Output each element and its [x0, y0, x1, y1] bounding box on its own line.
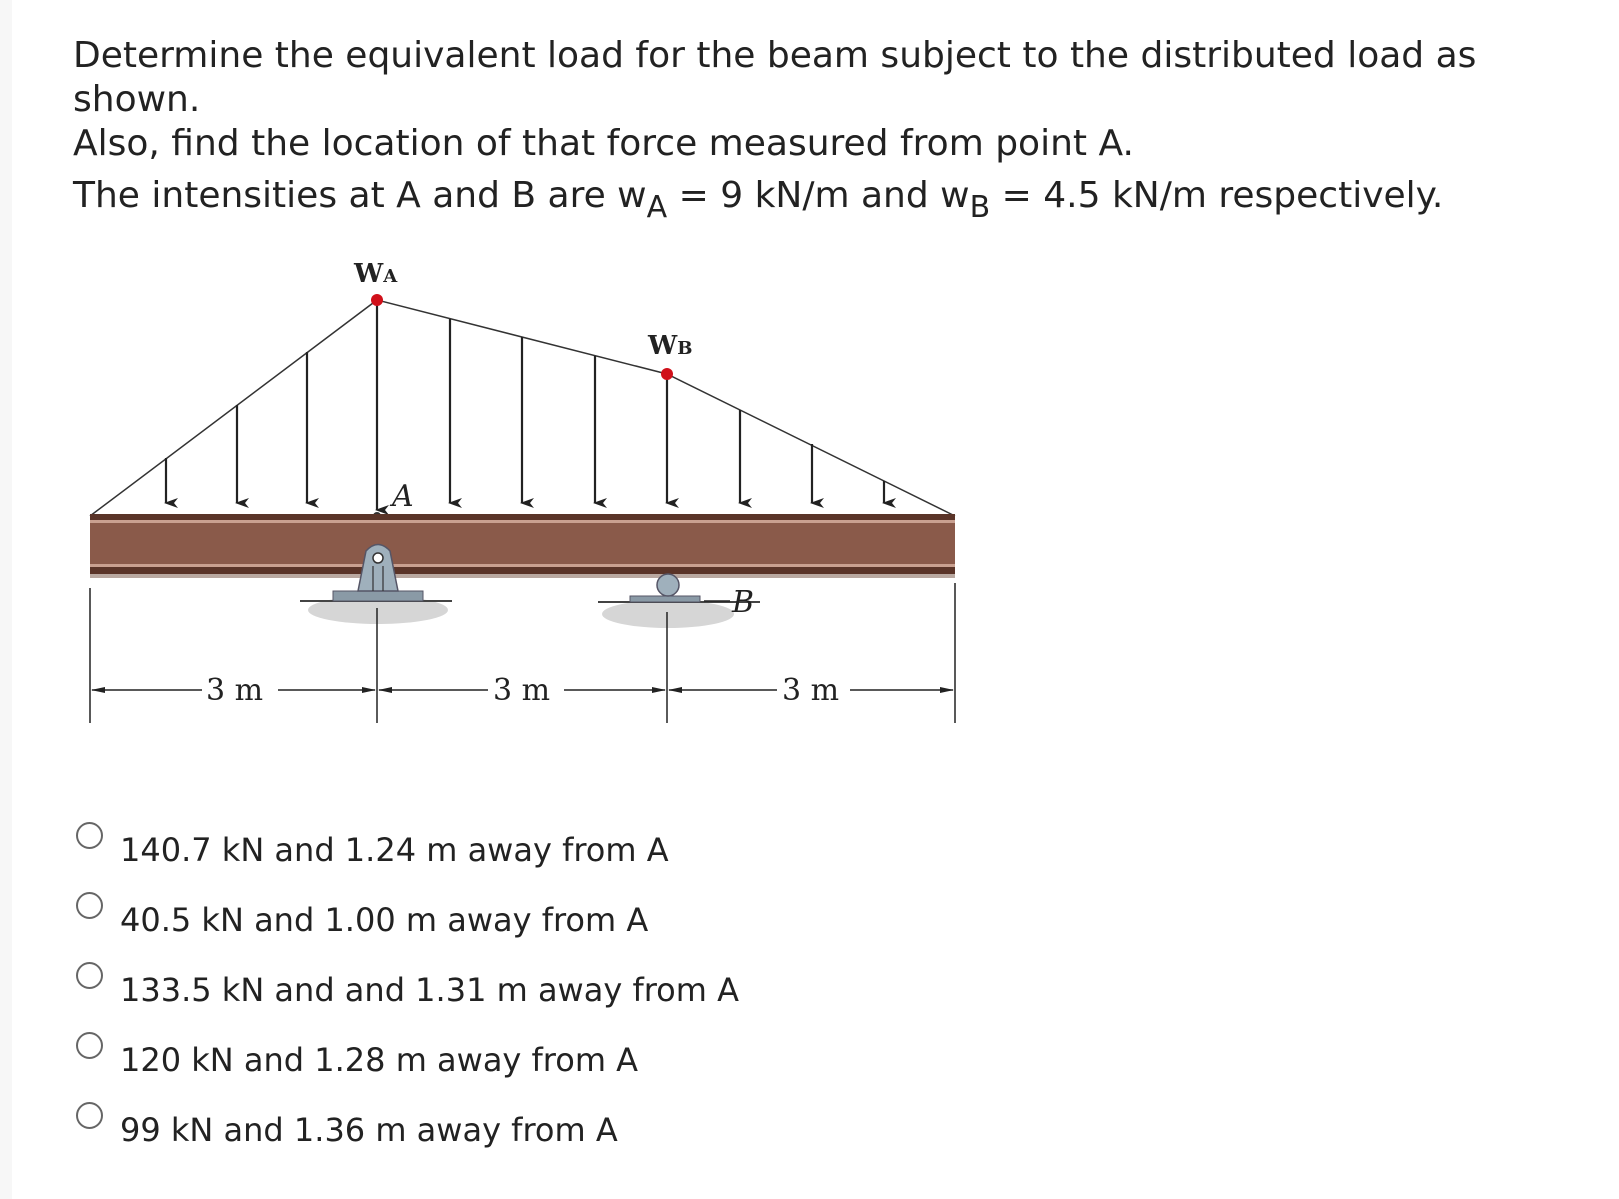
label-wb: WB — [648, 331, 693, 361]
beam-diagram — [80, 248, 1000, 768]
answer-option-label: 140.7 kN and 1.24 m away from A — [120, 831, 669, 869]
page-left-margin — [0, 0, 12, 1199]
label-wa: WA — [354, 259, 398, 289]
answer-option-label: 133.5 kN and and 1.31 m away from A — [120, 971, 739, 1009]
question-line-1: Determine the equivalent load for the beam subject to the distributed load as shown. — [73, 35, 1477, 120]
dimension-label-3: 3 m — [782, 673, 840, 708]
radio-button[interactable] — [76, 962, 103, 989]
radio-button[interactable] — [76, 1102, 103, 1129]
radio-button[interactable] — [76, 1032, 103, 1059]
answer-option[interactable] — [76, 1100, 739, 1170]
answer-option[interactable] — [76, 820, 739, 890]
answer-option[interactable] — [76, 1030, 739, 1100]
dimension-label-1: 3 m — [206, 673, 264, 708]
load-arrows — [166, 302, 884, 510]
answer-option-label: 40.5 kN and 1.00 m away from A — [120, 901, 649, 939]
question-line-3: The intensities at A and B are $w_A = 9$ kN/m and $w_B = 4.5$ kN/m respectively. — [73, 175, 1444, 225]
answer-option[interactable] — [76, 890, 739, 960]
answer-option-label: 120 kN and 1.28 m away from A — [120, 1041, 639, 1079]
label-point-a: A — [392, 479, 414, 514]
radio-button[interactable] — [76, 892, 103, 919]
question-text — [73, 34, 1593, 225]
marker-wb — [661, 368, 673, 380]
answer-option-label: 99 kN and 1.36 m away from A — [120, 1111, 618, 1149]
answer-option[interactable] — [76, 960, 739, 1030]
question-line-2: Also, find the location of that force measured from point A. — [73, 123, 1134, 164]
marker-wa — [371, 294, 383, 306]
beam — [90, 514, 955, 578]
label-point-b: B — [732, 585, 755, 620]
radio-button[interactable] — [76, 822, 103, 849]
dimension-label-2: 3 m — [493, 673, 551, 708]
beam-diagram-svg — [80, 248, 1000, 768]
answer-options — [76, 820, 739, 1170]
